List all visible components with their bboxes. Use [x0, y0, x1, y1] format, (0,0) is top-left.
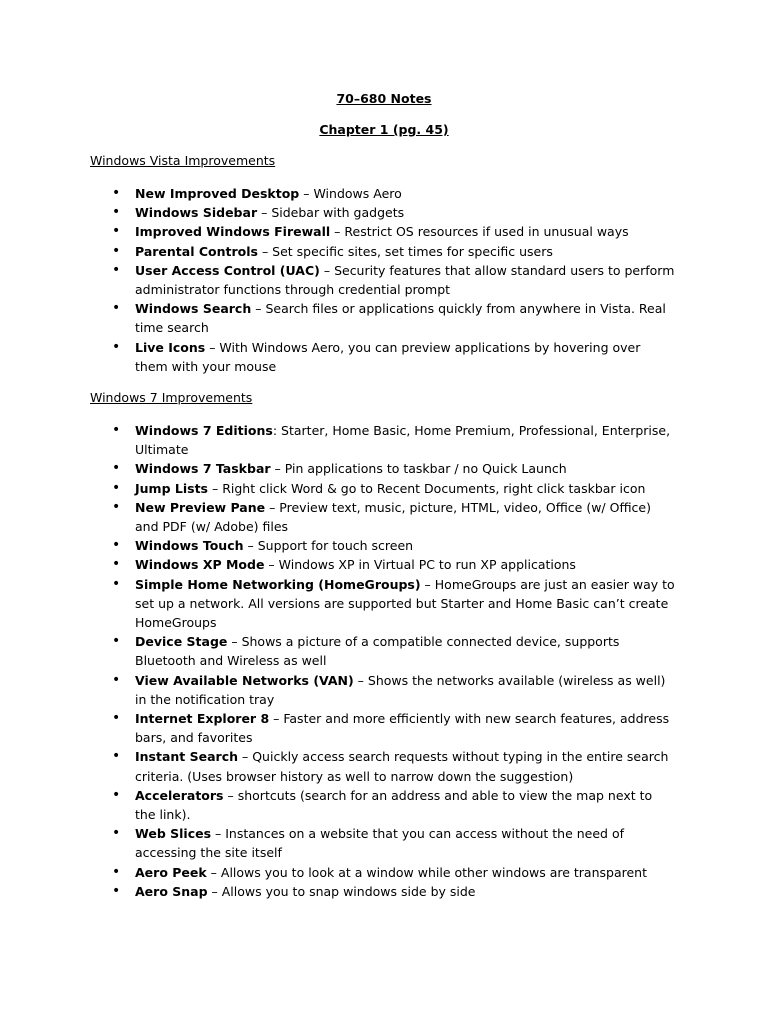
- item-term: Instant Search: [135, 749, 239, 765]
- item-separator: –: [420, 576, 435, 592]
- item-separator: –: [257, 205, 272, 221]
- item-term: New Preview Pane: [135, 499, 266, 515]
- item-separator: –: [319, 262, 335, 278]
- item-separator: –: [205, 339, 220, 355]
- item-term: Windows Search: [135, 301, 252, 317]
- list-item: [0, 632, 768, 670]
- list-item: [0, 575, 768, 633]
- item-term: Improved Windows Firewall: [135, 224, 331, 240]
- list-item: [0, 479, 768, 498]
- list-item: [0, 338, 768, 376]
- item-description: Starter, Home Basic, Home Premium, Professional, Enterprise, Ultimate: [135, 423, 671, 458]
- section-heading-windows7: Windows 7 Improvements: [90, 390, 253, 405]
- item-separator: –: [238, 749, 253, 765]
- item-description: Allows you to look at a window while other windows are transparent: [220, 864, 647, 880]
- list-item: [0, 261, 768, 299]
- item-description: Instances on a website that you can access without the need of accessing the site itself: [135, 826, 624, 861]
- list-item: [0, 863, 768, 882]
- item-description: Security features that allow standard users to perform administrator functions through credential prompt: [135, 262, 675, 298]
- list-item: [0, 555, 768, 574]
- list-item: [0, 536, 768, 555]
- item-term: Jump Lists: [135, 480, 208, 496]
- item-description: Pin applications to taskbar / no Quick Launch: [284, 461, 567, 477]
- item-description: shortcuts (search for an address and able to view the map next to the link).: [135, 787, 653, 823]
- list-item: [0, 747, 768, 785]
- item-separator: –: [251, 301, 266, 317]
- item-separator: –: [207, 883, 222, 899]
- item-description: Support for touch screen: [257, 538, 414, 554]
- item-term: User Access Control (UAC): [135, 262, 320, 278]
- item-separator: –: [243, 538, 258, 554]
- list-item: [0, 184, 768, 203]
- item-description: Sidebar with gadgets: [271, 205, 405, 221]
- list-item: [0, 671, 768, 709]
- list-item: [0, 709, 768, 747]
- item-term: Aero Peek: [135, 864, 207, 880]
- list-item: [0, 824, 768, 862]
- vista-improvements-list: [0, 184, 768, 376]
- list-item: [0, 498, 768, 536]
- item-description: With Windows Aero, you can preview applications by hovering over them with your mouse: [135, 339, 641, 374]
- item-term: Live Icons: [135, 339, 206, 355]
- item-term: Windows Touch: [135, 538, 244, 554]
- list-item: [0, 242, 768, 261]
- item-description: Windows XP in Virtual PC to run XP applications: [278, 557, 576, 573]
- item-description: Windows Aero: [313, 186, 402, 201]
- item-term: Parental Controls: [135, 243, 258, 259]
- list-item: [0, 421, 768, 459]
- item-separator: –: [211, 826, 226, 842]
- document-title: 70–680 Notes: [336, 91, 432, 106]
- item-separator: :: [272, 423, 282, 438]
- list-item: [0, 459, 768, 478]
- item-description: Right click Word & go to Recent Documents, right click taskbar icon: [222, 480, 646, 496]
- list-item: [0, 299, 768, 337]
- item-term: Accelerators: [135, 787, 224, 803]
- item-description: Restrict OS resources if used in unusual ways: [344, 224, 629, 240]
- item-description: Allows you to snap windows side by side: [221, 883, 476, 899]
- item-description: Search files or applications quickly from anywhere in Vista. Real time search: [135, 301, 666, 336]
- item-term: View Available Networks (VAN): [135, 672, 354, 688]
- item-separator: –: [206, 864, 221, 880]
- item-term: New Improved Desktop: [135, 186, 300, 201]
- item-description: Quickly access search requests without typing in the entire search criteria. (Uses browser history as well to narrow down the suggestion): [135, 749, 669, 784]
- list-item: [0, 786, 768, 824]
- item-description: Preview text, music, picture, HTML, video, Office (w/ Office) and PDF (w/ Adobe) files: [135, 499, 651, 535]
- item-separator: –: [299, 186, 314, 201]
- section-heading-vista: Windows Vista Improvements: [90, 153, 276, 168]
- item-term: Windows 7 Editions: [135, 423, 273, 438]
- item-term: Device Stage: [135, 634, 228, 650]
- list-item: [0, 222, 768, 241]
- item-separator: –: [265, 499, 280, 515]
- item-separator: –: [257, 243, 273, 259]
- item-description: Shows the networks available (wireless as well) in the notification tray: [135, 672, 666, 707]
- item-description: Shows a picture of a compatible connected device, supports Bluetooth and Wireless as well: [135, 634, 620, 669]
- item-term: Aero Snap: [135, 883, 208, 899]
- chapter-heading: Chapter 1 (pg. 45): [319, 122, 449, 137]
- item-term: Windows Sidebar: [135, 205, 258, 221]
- item-separator: –: [227, 634, 242, 650]
- item-description: Set specific sites, set times for specific users: [272, 243, 553, 259]
- item-separator: –: [264, 557, 279, 573]
- item-separator: –: [269, 711, 284, 727]
- list-item: [0, 882, 768, 901]
- item-term: Windows 7 Taskbar: [135, 461, 271, 477]
- list-item: [0, 203, 768, 222]
- item-separator: –: [353, 672, 368, 688]
- item-separator: –: [207, 480, 223, 496]
- item-description: Faster and more efficiently with new search features, address bars, and favorites: [135, 711, 670, 746]
- item-term: Simple Home Networking (HomeGroups): [135, 576, 421, 592]
- item-separator: –: [223, 787, 238, 803]
- windows7-improvements-list: [0, 421, 768, 901]
- item-description: HomeGroups are just an easier way to set up a network. All versions are supported but Starter and Home Basic can’t create HomeGroups: [135, 576, 675, 631]
- item-term: Windows XP Mode: [135, 557, 265, 573]
- item-separator: –: [330, 224, 345, 240]
- item-term: Web Slices: [135, 826, 212, 842]
- item-term: Internet Explorer 8: [135, 711, 270, 727]
- item-separator: –: [270, 461, 285, 477]
